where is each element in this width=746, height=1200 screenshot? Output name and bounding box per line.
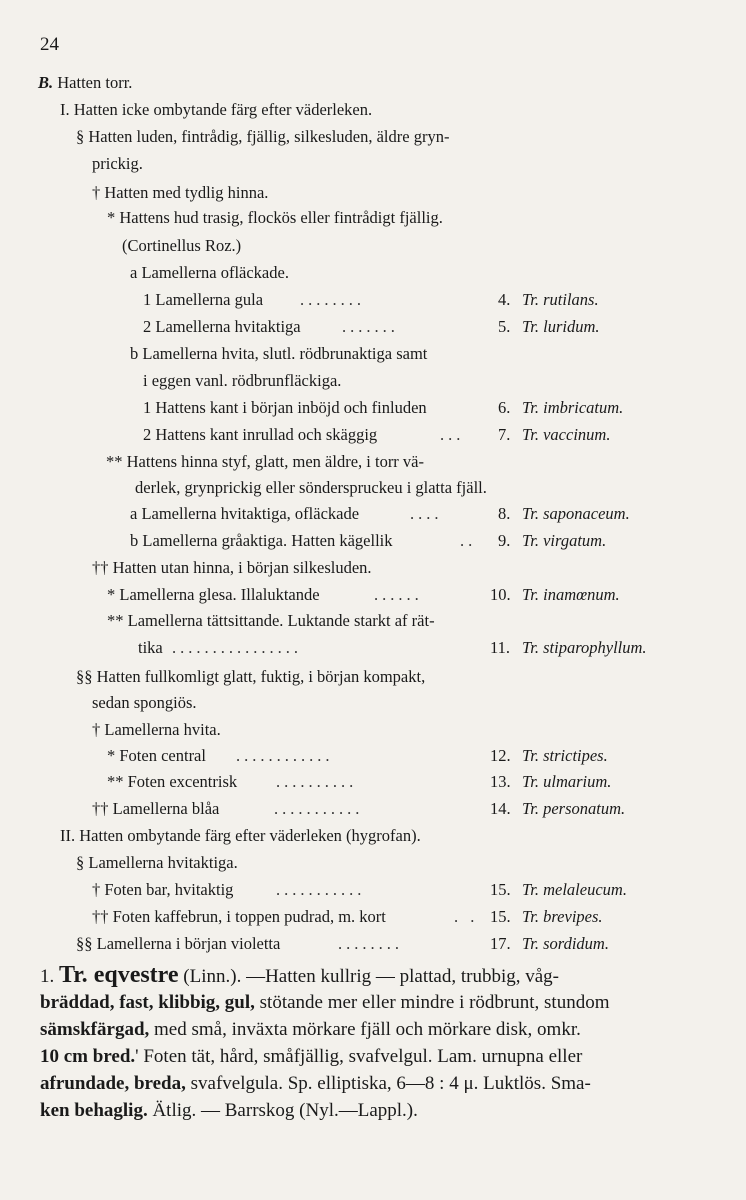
entry-number: 7. <box>498 425 511 444</box>
entry-number: 10. <box>490 585 511 604</box>
key-line: † Hatten med tydlig hinna. <box>92 183 269 202</box>
species-name: Tr. imbricatum. <box>522 398 624 417</box>
entry-number: 12. <box>490 746 511 765</box>
description-line-2: bräddad, fast, klibbig, gul, stötande mer eller mindre i rödbrunt, stundom <box>40 992 610 1013</box>
key-line: †† Hatten utan hinna, i början silkesluden. <box>92 558 372 577</box>
leader-dots: ... <box>440 425 465 444</box>
leader-dots: ................ <box>172 638 302 657</box>
entry-number: 4. <box>498 290 511 309</box>
description-line-5: afrundade, breda, svafvelgula. Sp. elliptiska, 6—8 : 4 μ. Luktlös. Sma- <box>40 1073 591 1094</box>
description-line-6: ken behaglig. Ätlig. — Barrskog (Nyl.—Lappl.). <box>40 1100 418 1121</box>
species-name: Tr. strictipes. <box>522 746 608 765</box>
species-name: Tr. luridum. <box>522 317 600 336</box>
key-line: II. Hatten ombytande färg efter väderleken (hygrofan). <box>60 826 421 845</box>
leader-dots: ........ <box>338 934 403 953</box>
entry-number: 11. <box>490 638 511 657</box>
leader-dots: .... <box>410 504 443 523</box>
entry-number: 15. <box>490 907 511 926</box>
leader-dots: . . <box>454 907 479 926</box>
key-line: ** Hattens hinna styf, glatt, men äldre, i torr vä- <box>106 452 424 471</box>
key-line: §§ Hatten fullkomligt glatt, fuktig, i början kompakt, <box>76 667 426 686</box>
key-line: a Lamellerna hvitaktiga, ofläckade <box>130 504 360 523</box>
page-number: 24 <box>40 34 59 55</box>
entry-number: 15. <box>490 880 511 899</box>
key-line: § Lamellerna hvitaktiga. <box>76 853 238 872</box>
key-line: prickig. <box>92 154 143 173</box>
species-name: Tr. sordidum. <box>522 934 609 953</box>
key-line: * Foten central <box>107 746 206 765</box>
key-line: †† Foten kaffebrun, i toppen pudrad, m. kort <box>92 907 386 926</box>
key-line: † Foten bar, hvitaktig <box>92 880 234 899</box>
key-line: §§ Lamellerna i början violetta <box>76 934 281 953</box>
species-title: Tr. eqvestre <box>59 962 179 988</box>
entry-number: 5. <box>498 317 511 336</box>
entry-number: 9. <box>498 531 511 550</box>
key-line: b Lamellerna hvita, slutl. rödbrunaktiga samt <box>130 344 428 363</box>
entry-number: 6. <box>498 398 511 417</box>
species-name: Tr. brevipes. <box>522 907 603 926</box>
description-line-1: 1. Tr. eqvestre (Linn.). —Hatten kullrig — plattad, trubbig, våg- <box>40 962 559 988</box>
key-line: b Lamellerna gråaktiga. Hatten kägellik <box>130 531 393 550</box>
key-line: ** Lamellerna tättsittande. Luktande starkt af rät- <box>107 611 435 630</box>
key-line: (Cortinellus Roz.) <box>122 236 242 255</box>
leader-dots: ........ <box>300 290 365 309</box>
species-name: Tr. stiparophyllum. <box>522 638 647 657</box>
entry-number: 13. <box>490 772 511 791</box>
leader-dots: .. <box>460 531 477 550</box>
species-name: Tr. ulmarium. <box>522 772 612 791</box>
species-name: Tr. personatum. <box>522 799 626 818</box>
leader-dots: ...... <box>374 585 423 604</box>
entry-number: 8. <box>498 504 511 523</box>
leader-dots: ........... <box>274 799 364 818</box>
leader-dots: .......... <box>276 772 358 791</box>
key-line: † Lamellerna hvita. <box>92 720 221 739</box>
leader-dots: ............ <box>236 746 334 765</box>
species-name: Tr. virgatum. <box>522 531 607 550</box>
species-name: Tr. saponaceum. <box>522 504 630 523</box>
key-line: * Hattens hud trasig, flockös eller fintrådigt fjällig. <box>107 208 443 227</box>
key-line: * Lamellerna glesa. Illaluktande <box>107 585 320 604</box>
species-name: Tr. rutilans. <box>522 290 599 309</box>
entry-number: 14. <box>490 799 511 818</box>
species-name: Tr. inamœnum. <box>522 585 620 604</box>
key-line: 2 Lamellerna hvitaktiga <box>143 317 301 336</box>
description-line-3: sämskfärgad, med små, inväxta mörkare fjäll och mörkare disk, omkr. <box>40 1019 581 1040</box>
key-line: derlek, grynprickig eller sönderspruckeu i glatta fjäll. <box>135 478 487 497</box>
leader-dots: ....... <box>342 317 399 336</box>
entry-number: 17. <box>490 934 511 953</box>
key-line: ** Foten excentrisk <box>107 772 238 791</box>
description-line-4: 10 cm bred.' Foten tät, hård, småfjällig, svafvelgul. Lam. urnupna eller <box>40 1046 583 1067</box>
leader-dots: ........... <box>276 880 366 899</box>
key-line: 2 Hattens kant inrullad och skäggig <box>143 425 378 444</box>
key-line: B. Hatten torr. <box>38 73 133 92</box>
species-name: Tr. vaccinum. <box>522 425 611 444</box>
key-line: i eggen vanl. rödbrunfläckiga. <box>143 371 342 390</box>
key-line: †† Lamellerna blåa <box>92 799 220 818</box>
key-line: a Lamellerna ofläckade. <box>130 263 289 282</box>
key-line: I. Hatten icke ombytande färg efter väderleken. <box>60 100 373 119</box>
key-line: § Hatten luden, fintrådig, fjällig, silkesluden, äldre gryn- <box>76 127 450 146</box>
key-line: tika <box>138 638 163 657</box>
species-name: Tr. melaleucum. <box>522 880 627 899</box>
key-line: 1 Hattens kant i början inböjd och finluden <box>143 398 427 417</box>
key-line: 1 Lamellerna gula <box>143 290 264 309</box>
key-line: sedan spongiös. <box>92 693 197 712</box>
